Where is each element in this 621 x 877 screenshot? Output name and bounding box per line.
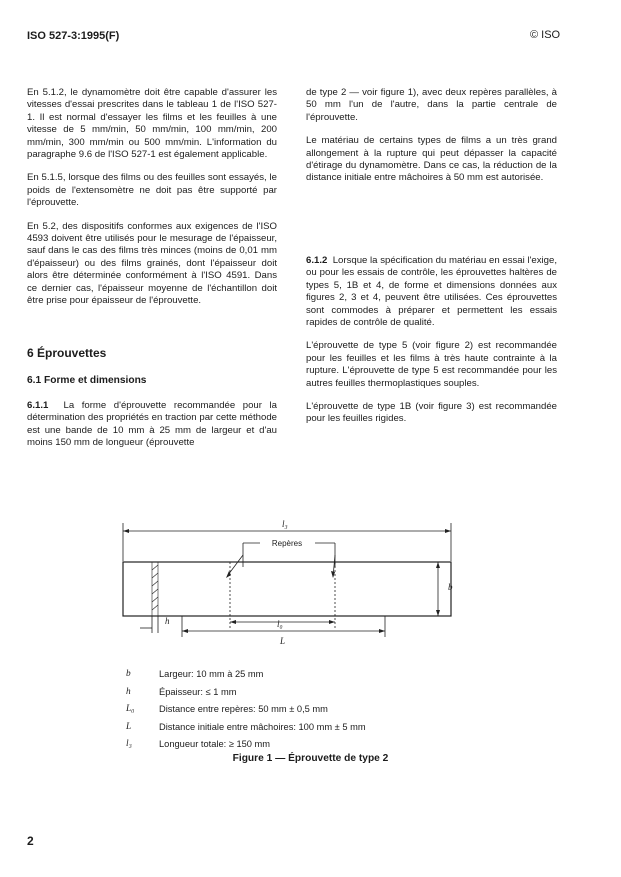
label-h: h [165, 616, 170, 626]
legend-symbol: L [126, 721, 132, 732]
clause-number: 6.1.1 [27, 400, 49, 411]
copyright-notice: © ISO [530, 29, 561, 41]
standard-reference: ISO 527-3:1995(F) [27, 30, 120, 42]
paragraph: Le matériau de certains types de films a un très grand allongement à la rupture qui peut dépasser la capacité d'étirage du dynamomètre. Dans ce cas, la réduction de la distance initiale entre mâchoires à 50 mm est autorisée. [306, 135, 557, 184]
legend-text: Longueur totale: ≥ 150 mm [159, 739, 271, 750]
label-l3: l₃ [282, 519, 288, 529]
paragraph: En 5.1.2, le dynamomètre doit être capable d'assurer les vitesses d'essai prescrites dans le tableau 1 de l'ISO 527-1. Il est normal d'essayer les films et les feuilles à une vitesse de 5 mm/min, 50 mm/min, 100 mm/min, 200 mm/min, 300 mm/min ou 500 mm/min. L'information du paragraphe 9.6 de l'ISO 527-1 est également applicable. [27, 87, 277, 161]
clause-number: 6.1.2 [306, 255, 328, 266]
specimen-figure [110, 515, 480, 655]
right-column [306, 87, 557, 196]
legend-row [126, 701, 366, 719]
legend-text: Épaisseur: ≤ 1 mm [159, 686, 237, 697]
section-hatching [152, 562, 158, 616]
left-column [27, 87, 277, 319]
label-reperes: Repères [271, 539, 303, 548]
label-b: b [448, 582, 453, 592]
clause-6-1-2 [306, 255, 557, 437]
clause-6-1-1 [27, 400, 277, 461]
legend-symbol: L₀ [126, 704, 135, 715]
legend-row [126, 684, 366, 702]
legend-symbol: h [126, 686, 131, 697]
legend-row [126, 736, 366, 754]
figure-caption: Figure 1 — Éprouvette de type 2 [232, 753, 389, 764]
page-number: 2 [27, 834, 34, 848]
paragraph: L'éprouvette de type 5 (voir figure 2) est recommandée pour les feuilles et les films à très haute contrainte à la rupture. L'éprouvette de type 5 est recommandée pour les autres feuilles thermoplastiques souples. [306, 340, 557, 389]
legend-text: Distance initiale entre mâchoires: 100 mm ± 5 mm [159, 721, 366, 732]
section-6-heading: 6 Éprouvettes [27, 346, 107, 360]
specimen-outline [123, 562, 451, 616]
clause-text: Lorsque la spécification du matériau en essai l'exige, ou pour les essais de contrôle, les éprouvettes haltères de types 5, 1B et 4, de forme et dimensions données aux figures 2, 3 et 4, peuvent être utilisées. Ces éprouvettes sont commodes à préparer et permettent les essais rapides de contrôle de qualité. [306, 255, 557, 329]
legend-row [126, 666, 366, 684]
legend-row [126, 719, 366, 737]
legend-text: Distance entre repères: 50 mm ± 0,5 mm [159, 704, 328, 715]
paragraph: L'éprouvette de type 1B (voir figure 3) est recommandée pour les feuilles rigides. [306, 401, 557, 425]
paragraph: En 5.1.5, lorsque des films ou des feuilles sont essayés, le poids de l'extensomètre ne doit pas être supporté par l'éprouvette. [27, 172, 277, 209]
paragraph: En 5.2, des dispositifs conformes aux exigences de l'ISO 4593 doivent être utilisés pour le mesurage de l'épaisseur, sauf dans le cas des films très minces (moins de 0,01 mm d'épaisseur) ou des films grainés, dont l'épaisseur doit alors être déterminée conformément à l'ISO 4591. Dans ce dernier cas, l'épaisseur moyenne de l'échantillon doit être prise pour épaisseur de l'éprouvette. [27, 220, 277, 307]
figure-legend [126, 666, 366, 754]
legend-symbol: l₃ [126, 739, 132, 750]
section-6-1-heading: 6.1 Forme et dimensions [27, 375, 147, 386]
label-l0: l₀ [277, 619, 283, 629]
label-L: L [280, 636, 286, 646]
paragraph: de type 2 — voir figure 1), avec deux repères parallèles, à 50 mm l'un de l'autre, dans la partie centrale de l'éprouvette. [306, 87, 557, 123]
legend-symbol: b [126, 669, 131, 679]
clause-text: La forme d'éprouvette recommandée pour la détermination des propriétés en traction par cette méthode est une bande de 10 mm à 25 mm de largeur et d'au moins 150 mm de longueur (éprouvette [27, 400, 277, 449]
legend-text: Largeur: 10 mm à 25 mm [159, 669, 264, 679]
